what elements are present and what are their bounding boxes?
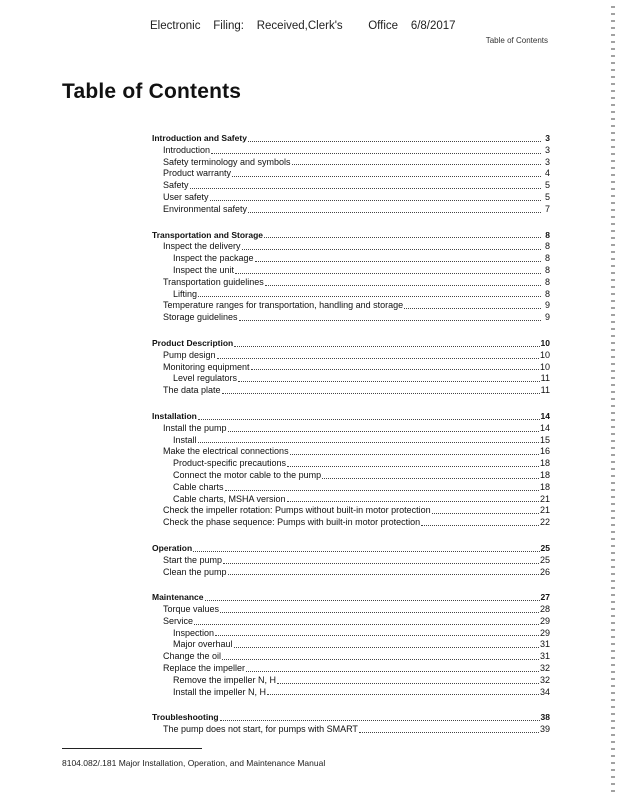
toc-page-number: 25 xyxy=(540,542,550,553)
toc-leader-dots xyxy=(248,212,541,213)
toc-entry-label: Level regulators xyxy=(173,373,238,384)
toc-entry-label: Inspect the unit xyxy=(173,264,235,275)
toc-entry-label: Pump design xyxy=(163,349,216,360)
toc-page-number: 3 xyxy=(544,156,550,167)
toc-entry-label: Inspect the package xyxy=(173,253,254,264)
toc-entry-label: Inspection xyxy=(173,627,215,638)
toc-section xyxy=(152,133,550,216)
toc-chapter-entry[interactable] xyxy=(152,712,550,724)
toc-page-number: 29 xyxy=(539,627,550,638)
toc-leader-dots xyxy=(238,381,540,382)
toc-leader-dots xyxy=(292,164,541,165)
toc-page-number: 10 xyxy=(539,361,550,372)
toc-chapter-entry[interactable] xyxy=(152,411,550,423)
toc-entry-label: Storage guidelines xyxy=(163,312,238,323)
toc-entry-label: Product Description xyxy=(152,337,234,348)
toc-leader-dots xyxy=(239,320,541,321)
toc-page-number: 8 xyxy=(544,253,550,264)
toc-entry-label: Cable charts, MSHA version xyxy=(173,493,286,504)
toc-entry[interactable] xyxy=(152,687,550,699)
toc-entry-label: Transportation and Storage xyxy=(152,229,263,240)
toc-leader-dots xyxy=(322,478,539,479)
toc-entry-label: Installation xyxy=(152,410,197,421)
toc-section xyxy=(152,592,550,698)
toc-entry-label: Inspect the delivery xyxy=(163,241,241,252)
toc-entry-label: Introduction and Safety xyxy=(152,133,247,143)
toc-entry[interactable] xyxy=(152,517,550,529)
toc-entry-label: Make the electrical connections xyxy=(163,446,289,457)
toc-leader-dots xyxy=(232,176,541,177)
toc-entry-label: Product warranty xyxy=(163,168,232,179)
toc-chapter-entry[interactable] xyxy=(152,338,550,350)
toc-page-number: 10 xyxy=(539,349,550,360)
toc-section xyxy=(152,230,550,324)
toc-entry[interactable] xyxy=(152,663,550,675)
toc-entry[interactable] xyxy=(152,458,550,470)
toc-page-number: 10 xyxy=(540,337,550,348)
toc-entry[interactable] xyxy=(152,628,550,640)
toc-entry[interactable] xyxy=(152,675,550,687)
toc-page-number: 25 xyxy=(539,554,550,565)
toc-entry[interactable] xyxy=(152,350,550,362)
toc-page-number: 31 xyxy=(539,639,550,650)
toc-entry[interactable] xyxy=(152,300,550,312)
toc-section xyxy=(152,411,550,529)
toc-entry-label: Maintenance xyxy=(152,592,204,603)
toc-leader-dots xyxy=(246,671,539,672)
toc-page-number: 14 xyxy=(539,422,550,433)
toc-leader-dots xyxy=(198,419,540,420)
toc-leader-dots xyxy=(222,393,540,394)
toc-entry[interactable] xyxy=(152,373,550,385)
toc-entry[interactable] xyxy=(152,494,550,506)
toc-leader-dots xyxy=(205,600,540,601)
toc-entry[interactable] xyxy=(152,180,550,192)
toc-entry-label: Install the impeller N, H xyxy=(173,686,267,697)
toc-chapter-entry[interactable] xyxy=(152,230,550,242)
toc-page-number: 3 xyxy=(544,144,550,155)
toc-page-number: 27 xyxy=(540,592,550,603)
toc-chapter-entry[interactable] xyxy=(152,543,550,555)
toc-page-number: 8 xyxy=(545,229,550,240)
toc-entry-label: Lifting xyxy=(173,288,198,299)
toc-entry-label: Monitoring equipment xyxy=(163,361,250,372)
page-title: Table of Contents xyxy=(62,80,242,103)
toc-page-number: 8 xyxy=(544,288,550,299)
toc-entry-label: Start the pump xyxy=(163,554,223,565)
filing-stamp-header: Electronic Filing: Received,Clerk's Office 6/8/2017 xyxy=(150,20,456,32)
toc-entry[interactable] xyxy=(152,567,550,579)
toc-entry-label: Transportation guidelines xyxy=(163,276,264,287)
toc-entry[interactable] xyxy=(152,639,550,651)
toc-leader-dots xyxy=(267,694,539,695)
toc-leader-dots xyxy=(264,237,541,238)
toc-entry-label: Safety xyxy=(163,180,189,191)
toc-entry-label: Check the phase sequence: Pumps with built-in motor protection xyxy=(163,517,421,528)
toc-page-number: 7 xyxy=(544,203,550,214)
toc-leader-dots xyxy=(223,563,539,564)
toc-page-number: 26 xyxy=(539,566,550,577)
table-of-contents xyxy=(152,133,550,750)
toc-page-number: 32 xyxy=(539,674,550,685)
toc-entry-label: Install xyxy=(173,434,197,445)
toc-entry-label: The data plate xyxy=(163,385,221,396)
toc-leader-dots xyxy=(290,454,539,455)
toc-entry[interactable] xyxy=(152,616,550,628)
toc-entry-label: Operation xyxy=(152,542,193,553)
toc-leader-dots xyxy=(198,442,539,443)
toc-leader-dots xyxy=(287,501,539,502)
toc-leader-dots xyxy=(234,346,539,347)
toc-page-number: 8 xyxy=(544,241,550,252)
toc-entry[interactable] xyxy=(152,168,550,180)
toc-entry[interactable] xyxy=(152,423,550,435)
toc-entry[interactable] xyxy=(152,192,550,204)
toc-leader-dots xyxy=(194,624,539,625)
toc-leader-dots xyxy=(359,732,539,733)
toc-entry[interactable] xyxy=(152,312,550,324)
toc-leader-dots xyxy=(255,261,541,262)
toc-entry[interactable] xyxy=(152,204,550,216)
toc-entry[interactable] xyxy=(152,446,550,458)
toc-page-number: 9 xyxy=(544,300,550,311)
toc-entry[interactable] xyxy=(152,482,550,494)
toc-leader-dots xyxy=(277,683,539,684)
toc-chapter-entry[interactable] xyxy=(152,133,550,145)
toc-leader-dots xyxy=(242,249,541,250)
toc-entry-label: Major overhaul xyxy=(173,639,233,650)
toc-entry[interactable] xyxy=(152,555,550,567)
toc-entry[interactable] xyxy=(152,277,550,289)
toc-page-number: 9 xyxy=(544,312,550,323)
toc-leader-dots xyxy=(193,551,539,552)
toc-entry-label: Service xyxy=(163,615,194,626)
toc-leader-dots xyxy=(287,466,539,467)
toc-entry[interactable] xyxy=(152,362,550,374)
toc-page-number: 21 xyxy=(539,505,550,516)
toc-entry-label: Clean the pump xyxy=(163,566,227,577)
toc-leader-dots xyxy=(432,513,539,514)
toc-entry-label: Torque values xyxy=(163,604,220,615)
toc-leader-dots xyxy=(210,200,541,201)
toc-page-number: 32 xyxy=(539,663,550,674)
toc-entry[interactable] xyxy=(152,724,550,736)
footer-divider xyxy=(62,748,202,749)
toc-entry-label: Troubleshooting xyxy=(152,712,219,723)
toc-leader-dots xyxy=(421,525,539,526)
toc-page-number: 18 xyxy=(539,469,550,480)
toc-entry-label: Product-specific precautions xyxy=(173,458,287,469)
toc-leader-dots xyxy=(265,285,541,286)
running-title: Table of Contents xyxy=(485,36,548,45)
toc-entry[interactable] xyxy=(152,145,550,157)
toc-entry[interactable] xyxy=(152,241,550,253)
scan-edge-artifact xyxy=(611,6,615,796)
toc-leader-dots xyxy=(220,720,540,721)
toc-leader-dots xyxy=(198,296,541,297)
toc-page-number: 28 xyxy=(539,604,550,615)
toc-entry-label: Replace the impeller xyxy=(163,663,246,674)
toc-page-number: 34 xyxy=(539,686,550,697)
toc-entry-label: Change the oil xyxy=(163,651,222,662)
toc-entry-label: Temperature ranges for transportation, handling and storage xyxy=(163,300,404,311)
toc-entry-label: Environmental safety xyxy=(163,203,248,214)
toc-section xyxy=(152,712,550,736)
page-footer: 8104.082/.181 Major Installation, Operation, and Maintenance Manual xyxy=(62,758,326,768)
toc-page-number: 16 xyxy=(539,446,550,457)
toc-leader-dots xyxy=(190,188,541,189)
toc-entry[interactable] xyxy=(152,505,550,517)
toc-entry[interactable] xyxy=(152,157,550,169)
toc-page-number: 15 xyxy=(539,434,550,445)
toc-leader-dots xyxy=(248,141,541,142)
toc-entry[interactable] xyxy=(152,435,550,447)
toc-page-number: 29 xyxy=(539,615,550,626)
toc-section xyxy=(152,338,550,397)
toc-page-number: 38 xyxy=(540,712,550,723)
toc-page-number: 5 xyxy=(544,180,550,191)
toc-entry[interactable] xyxy=(152,470,550,482)
toc-page-number: 21 xyxy=(539,493,550,504)
toc-leader-dots xyxy=(215,635,539,636)
toc-leader-dots xyxy=(220,612,539,613)
toc-entry[interactable] xyxy=(152,253,550,265)
toc-leader-dots xyxy=(222,659,539,660)
toc-page-number: 14 xyxy=(540,410,550,421)
toc-entry[interactable] xyxy=(152,385,550,397)
toc-chapter-entry[interactable] xyxy=(152,592,550,604)
toc-leader-dots xyxy=(228,431,539,432)
toc-page-number: 31 xyxy=(539,651,550,662)
toc-leader-dots xyxy=(228,574,539,575)
toc-entry-label: The pump does not start, for pumps with SMART xyxy=(163,724,358,735)
toc-page-number: 8 xyxy=(544,264,550,275)
toc-entry-label: Safety terminology and symbols xyxy=(163,156,291,167)
toc-page-number: 18 xyxy=(539,458,550,469)
toc-page-number: 22 xyxy=(539,517,550,528)
toc-leader-dots xyxy=(234,647,539,648)
toc-entry-label: Check the impeller rotation: Pumps without built-in motor protection xyxy=(163,505,431,516)
toc-leader-dots xyxy=(251,369,539,370)
toc-page-number: 39 xyxy=(539,724,550,735)
toc-section xyxy=(152,543,550,578)
toc-page-number: 18 xyxy=(539,481,550,492)
toc-entry-label: Remove the impeller N, H xyxy=(173,674,277,685)
toc-page-number: 5 xyxy=(544,191,550,202)
toc-page-number: 11 xyxy=(540,385,550,396)
toc-page-number: 3 xyxy=(545,133,550,143)
toc-page-number: 11 xyxy=(540,373,550,384)
toc-entry-label: Install the pump xyxy=(163,422,227,433)
toc-entry-label: Cable charts xyxy=(173,481,224,492)
toc-entry-label: Connect the motor cable to the pump xyxy=(173,469,322,480)
toc-page-number: 4 xyxy=(544,168,550,179)
toc-leader-dots xyxy=(404,308,541,309)
toc-entry[interactable] xyxy=(152,265,550,277)
toc-leader-dots xyxy=(225,490,539,491)
toc-entry[interactable] xyxy=(152,604,550,616)
toc-entry[interactable] xyxy=(152,651,550,663)
toc-entry[interactable] xyxy=(152,289,550,301)
toc-entry-label: Introduction xyxy=(163,144,211,155)
toc-leader-dots xyxy=(235,273,541,274)
toc-page-number: 8 xyxy=(544,276,550,287)
toc-entry-label: User safety xyxy=(163,191,209,202)
toc-leader-dots xyxy=(217,358,539,359)
toc-leader-dots xyxy=(211,153,541,154)
